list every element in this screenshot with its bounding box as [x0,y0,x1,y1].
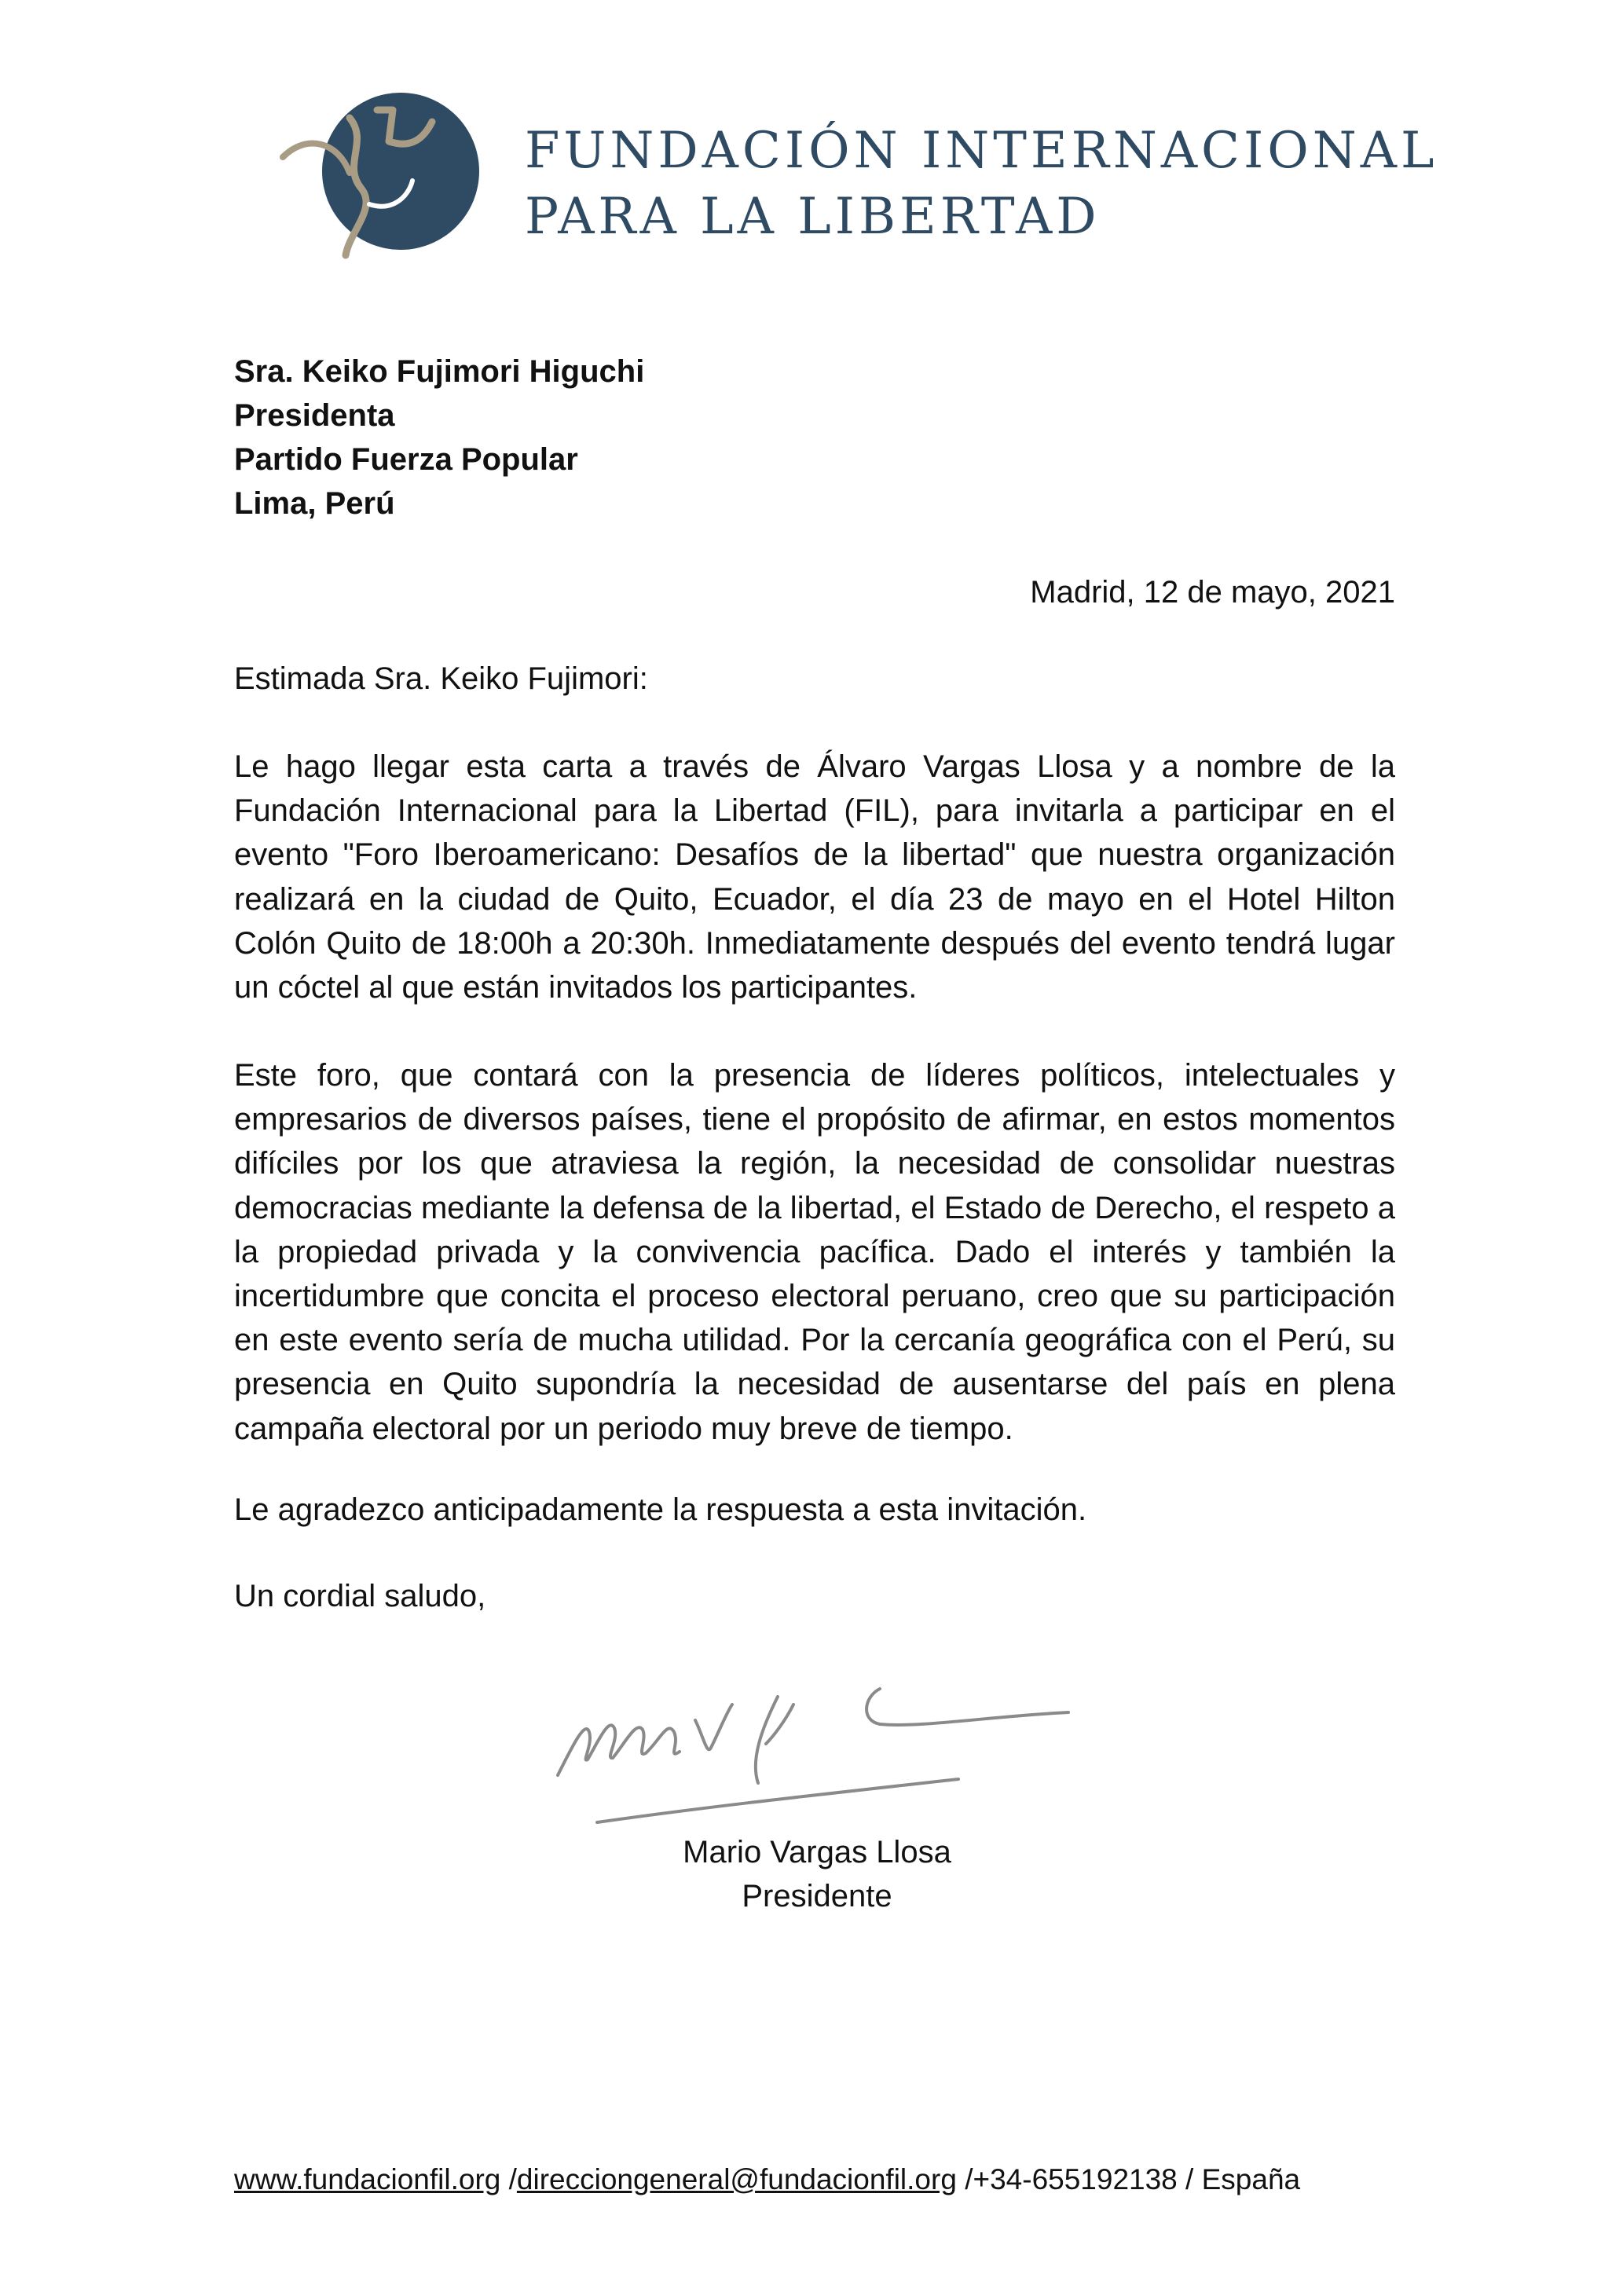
signer-name: Mario Vargas Llosa [683,1835,951,1869]
body-paragraph-2: Este foro, que contará con la presencia de líderes políticos, intelectuales y empresarios de diversos países, tiene el propósito de afirmar, en estos momentos difíciles por los que atraviesa la región, la necesidad de consolidar nuestras democracias mediante la defensa de la libertad, el Estado de Derecho, el respeto a la propiedad privada y la convivencia pacífica. Dado el interés y también la incertidumbre que concita el proceso electoral peruano, creo que su participación en este evento sería de mucha utilidad. Por la cercanía geográfica con el Perú, su presencia en Quito supondría la necesidad de ausentarse del país en plena campaña electoral por un periodo muy breve de tiempo. [234,1058,1395,1446]
footer-contact [234,2160,1300,2199]
recipient-location: Lima, Perú [234,486,395,521]
email-link[interactable]: direcciongeneral@fundacionfil.org [516,2163,957,2195]
body-paragraph-3: Le agradezco anticipadamente la respuesta a esta invitación. [234,1492,1087,1527]
letter-date: Madrid, 12 de mayo, 2021 [1030,575,1395,610]
closing: Un cordial saludo, [234,1579,486,1613]
recipient-block [234,350,644,525]
website-link[interactable]: www.fundacionfil.org [234,2163,501,2195]
footer-separator: / [500,2163,517,2195]
recipient-name: Sra. Keiko Fujimori Higuchi [234,354,645,389]
org-name-line2: PARA LA LIBERTAD [525,188,1101,246]
body-paragraph-1: Le hago llegar esta carta a través de Álvaro Vargas Llosa y a nombre de la Fundación Internacional para la Libertad (FIL), para invitarla a participar en el evento "Foro Iberoamericano: Desafíos de la libertad" que nuestra organización realizará en la ciudad de Quito, Ecuador, el día 23 de mayo en el Hotel Hilton Colón Quito de 18:00h a 20:30h. Inmediatamente después del evento tendrá lugar un cóctel al que están invitados los participantes. [234,749,1395,1005]
footer-phone-country: /+34-655192138 / España [956,2163,1301,2195]
org-name-line1: FUNDACIÓN INTERNACIONAL [525,122,1438,180]
signer-block [613,1830,1021,1918]
foundation-logo-icon [275,86,495,267]
organization-name [525,118,1438,250]
salutation: Estimada Sra. Keiko Fujimori: [234,661,648,696]
recipient-title: Presidenta [234,398,395,433]
signature-image [550,1657,1084,1830]
signer-title: Presidente [742,1879,892,1913]
recipient-party: Partido Fuerza Popular [234,442,578,477]
